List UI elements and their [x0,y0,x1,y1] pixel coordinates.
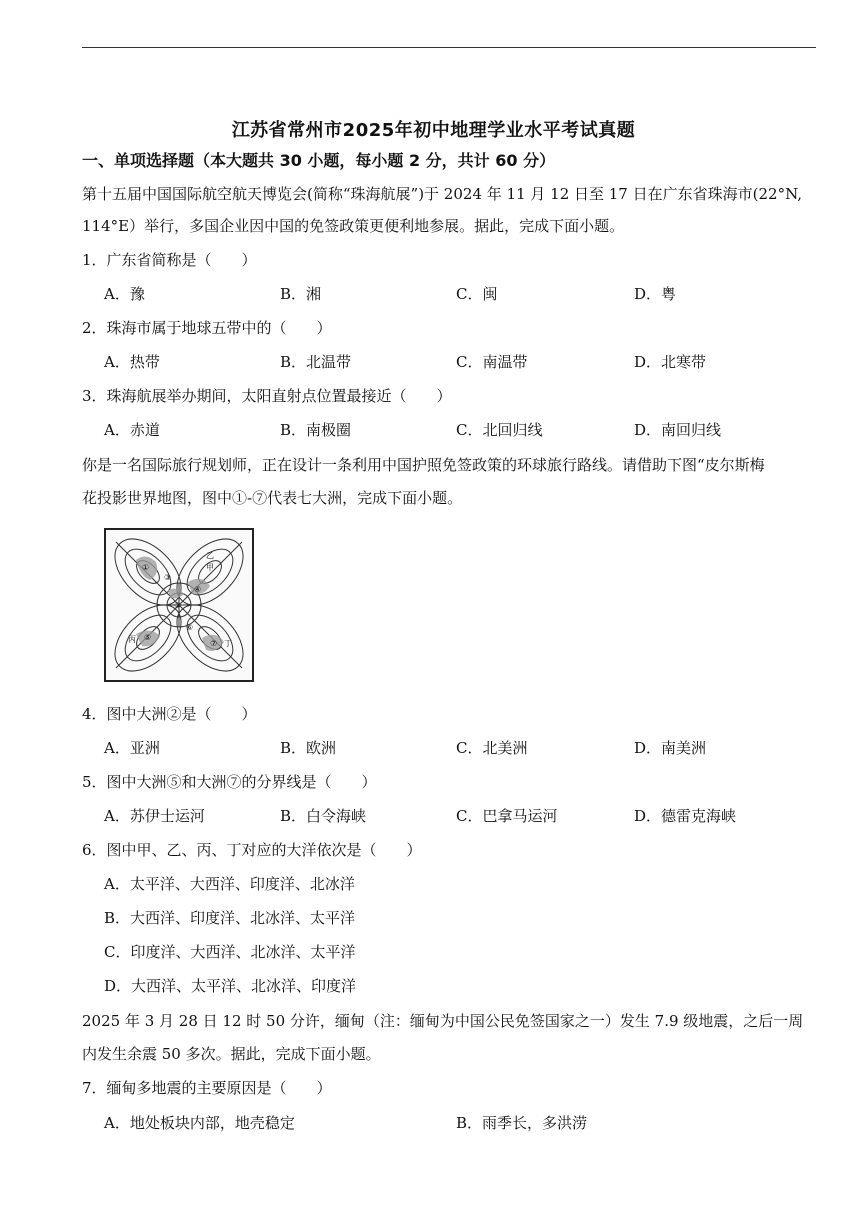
q2-option-c: C．南温带 [456,353,528,371]
butterfly-projection-map [104,528,254,682]
q5-option-b: B．白令海峡 [280,807,367,825]
q6-option-b: B．大西洋、印度洋、北冰洋、太平洋 [104,909,356,927]
q3-option-a: A．赤道 [104,421,160,439]
question-7-stem: 7．缅甸多地震的主要原因是（ ） [82,1079,332,1097]
page-title: 江苏省常州市2025年初中地理学业水平考试真题 [231,120,636,141]
map-label-continent-2: ② [174,601,182,610]
q4-option-c: C．北美洲 [456,739,528,757]
q1-option-c: C．闽 [456,285,498,303]
map-label-ding: 丁 [224,639,232,648]
q7-option-b: B．雨季长，多洪涝 [456,1114,588,1132]
question-6-stem: 6．图中甲、乙、丙、丁对应的大洋依次是（ ） [82,841,422,859]
map-label-bing: 丙 [128,635,136,644]
q4-option-a: A．亚洲 [104,739,160,757]
map-graphic [106,530,252,680]
map-label-yi: 乙 [206,551,214,560]
q2-option-a: A．热带 [104,353,160,371]
map-label-continent-7: ⑦ [210,639,218,648]
q2-option-b: B．北温带 [280,353,352,371]
question-1-stem: 1．广东省简称是（ ） [82,251,257,269]
q5-option-d: D．德雷克海峡 [634,807,737,825]
intro1-line-2: 114°E）举行，多国企业因中国的免签政策更便利地参展。据此，完成下面小题。 [82,217,625,235]
q2-option-d: D．北寒带 [634,353,707,371]
q4-option-d: D．南美洲 [634,739,707,757]
q5-option-a: A．苏伊士运河 [104,807,205,825]
q3-option-c: C．北回归线 [456,421,543,439]
q3-option-b: B．南极圈 [280,421,352,439]
q1-option-b: B．湘 [280,285,322,303]
q1-option-a: A．豫 [104,285,145,303]
q4-option-b: B．欧洲 [280,739,337,757]
section-heading: 一、单项选择题（本大题共 30 小题，每小题 2 分，共计 60 分） [82,151,556,170]
map-label-jia: 甲 [206,563,214,572]
header-rule [82,47,816,48]
question-4-stem: 4．图中大洲②是（ ） [82,705,257,723]
q6-option-c: C．印度洋、大西洋、北冰洋、太平洋 [104,943,356,961]
q6-option-a: A．太平洋、大西洋、印度洋、北冰洋 [104,875,355,893]
q1-option-d: D．粤 [634,285,677,303]
question-2-stem: 2．珠海市属于地球五带中的（ ） [82,319,332,337]
q6-option-d: D．大西洋、太平洋、北冰洋、印度洋 [104,977,357,995]
intro3-line-1: 2025 年 3 月 28 日 12 时 50 分许，缅甸（注：缅甸为中国公民免签国家之一）发生 7.9 级地震，之后一周 [82,1012,804,1030]
q7-option-a: A．地处板块内部，地壳稳定 [104,1114,295,1132]
q3-option-d: D．南回归线 [634,421,722,439]
intro1-line-1: 第十五届中国国际航空航天博览会(简称“珠海航展”)于 2024 年 11 月 12 日至 17 日在广东省珠海市(22°N, [82,185,802,203]
q5-option-c: C．巴拿马运河 [456,807,558,825]
map-label-continent-1: ① [142,563,150,572]
map-label-continent-3: ③ [164,573,172,582]
map-label-continent-6: ⑥ [186,623,194,632]
map-label-continent-4: ④ [194,585,202,594]
intro2-line-2: 花投影世界地图，图中①-⑦代表七大洲，完成下面小题。 [82,489,463,507]
map-label-continent-5: ⑤ [144,633,152,642]
intro3-line-2: 内发生余震 50 多次。据此，完成下面小题。 [82,1045,381,1063]
question-5-stem: 5．图中大洲⑤和大洲⑦的分界线是（ ） [82,773,377,791]
intro2-line-1: 你是一名国际旅行规划师，正在设计一条利用中国护照免签政策的环球旅行路线。请借助下图“皮尔斯梅 [82,456,765,474]
question-3-stem: 3．珠海航展举办期间，太阳直射点位置最接近（ ） [82,387,452,405]
